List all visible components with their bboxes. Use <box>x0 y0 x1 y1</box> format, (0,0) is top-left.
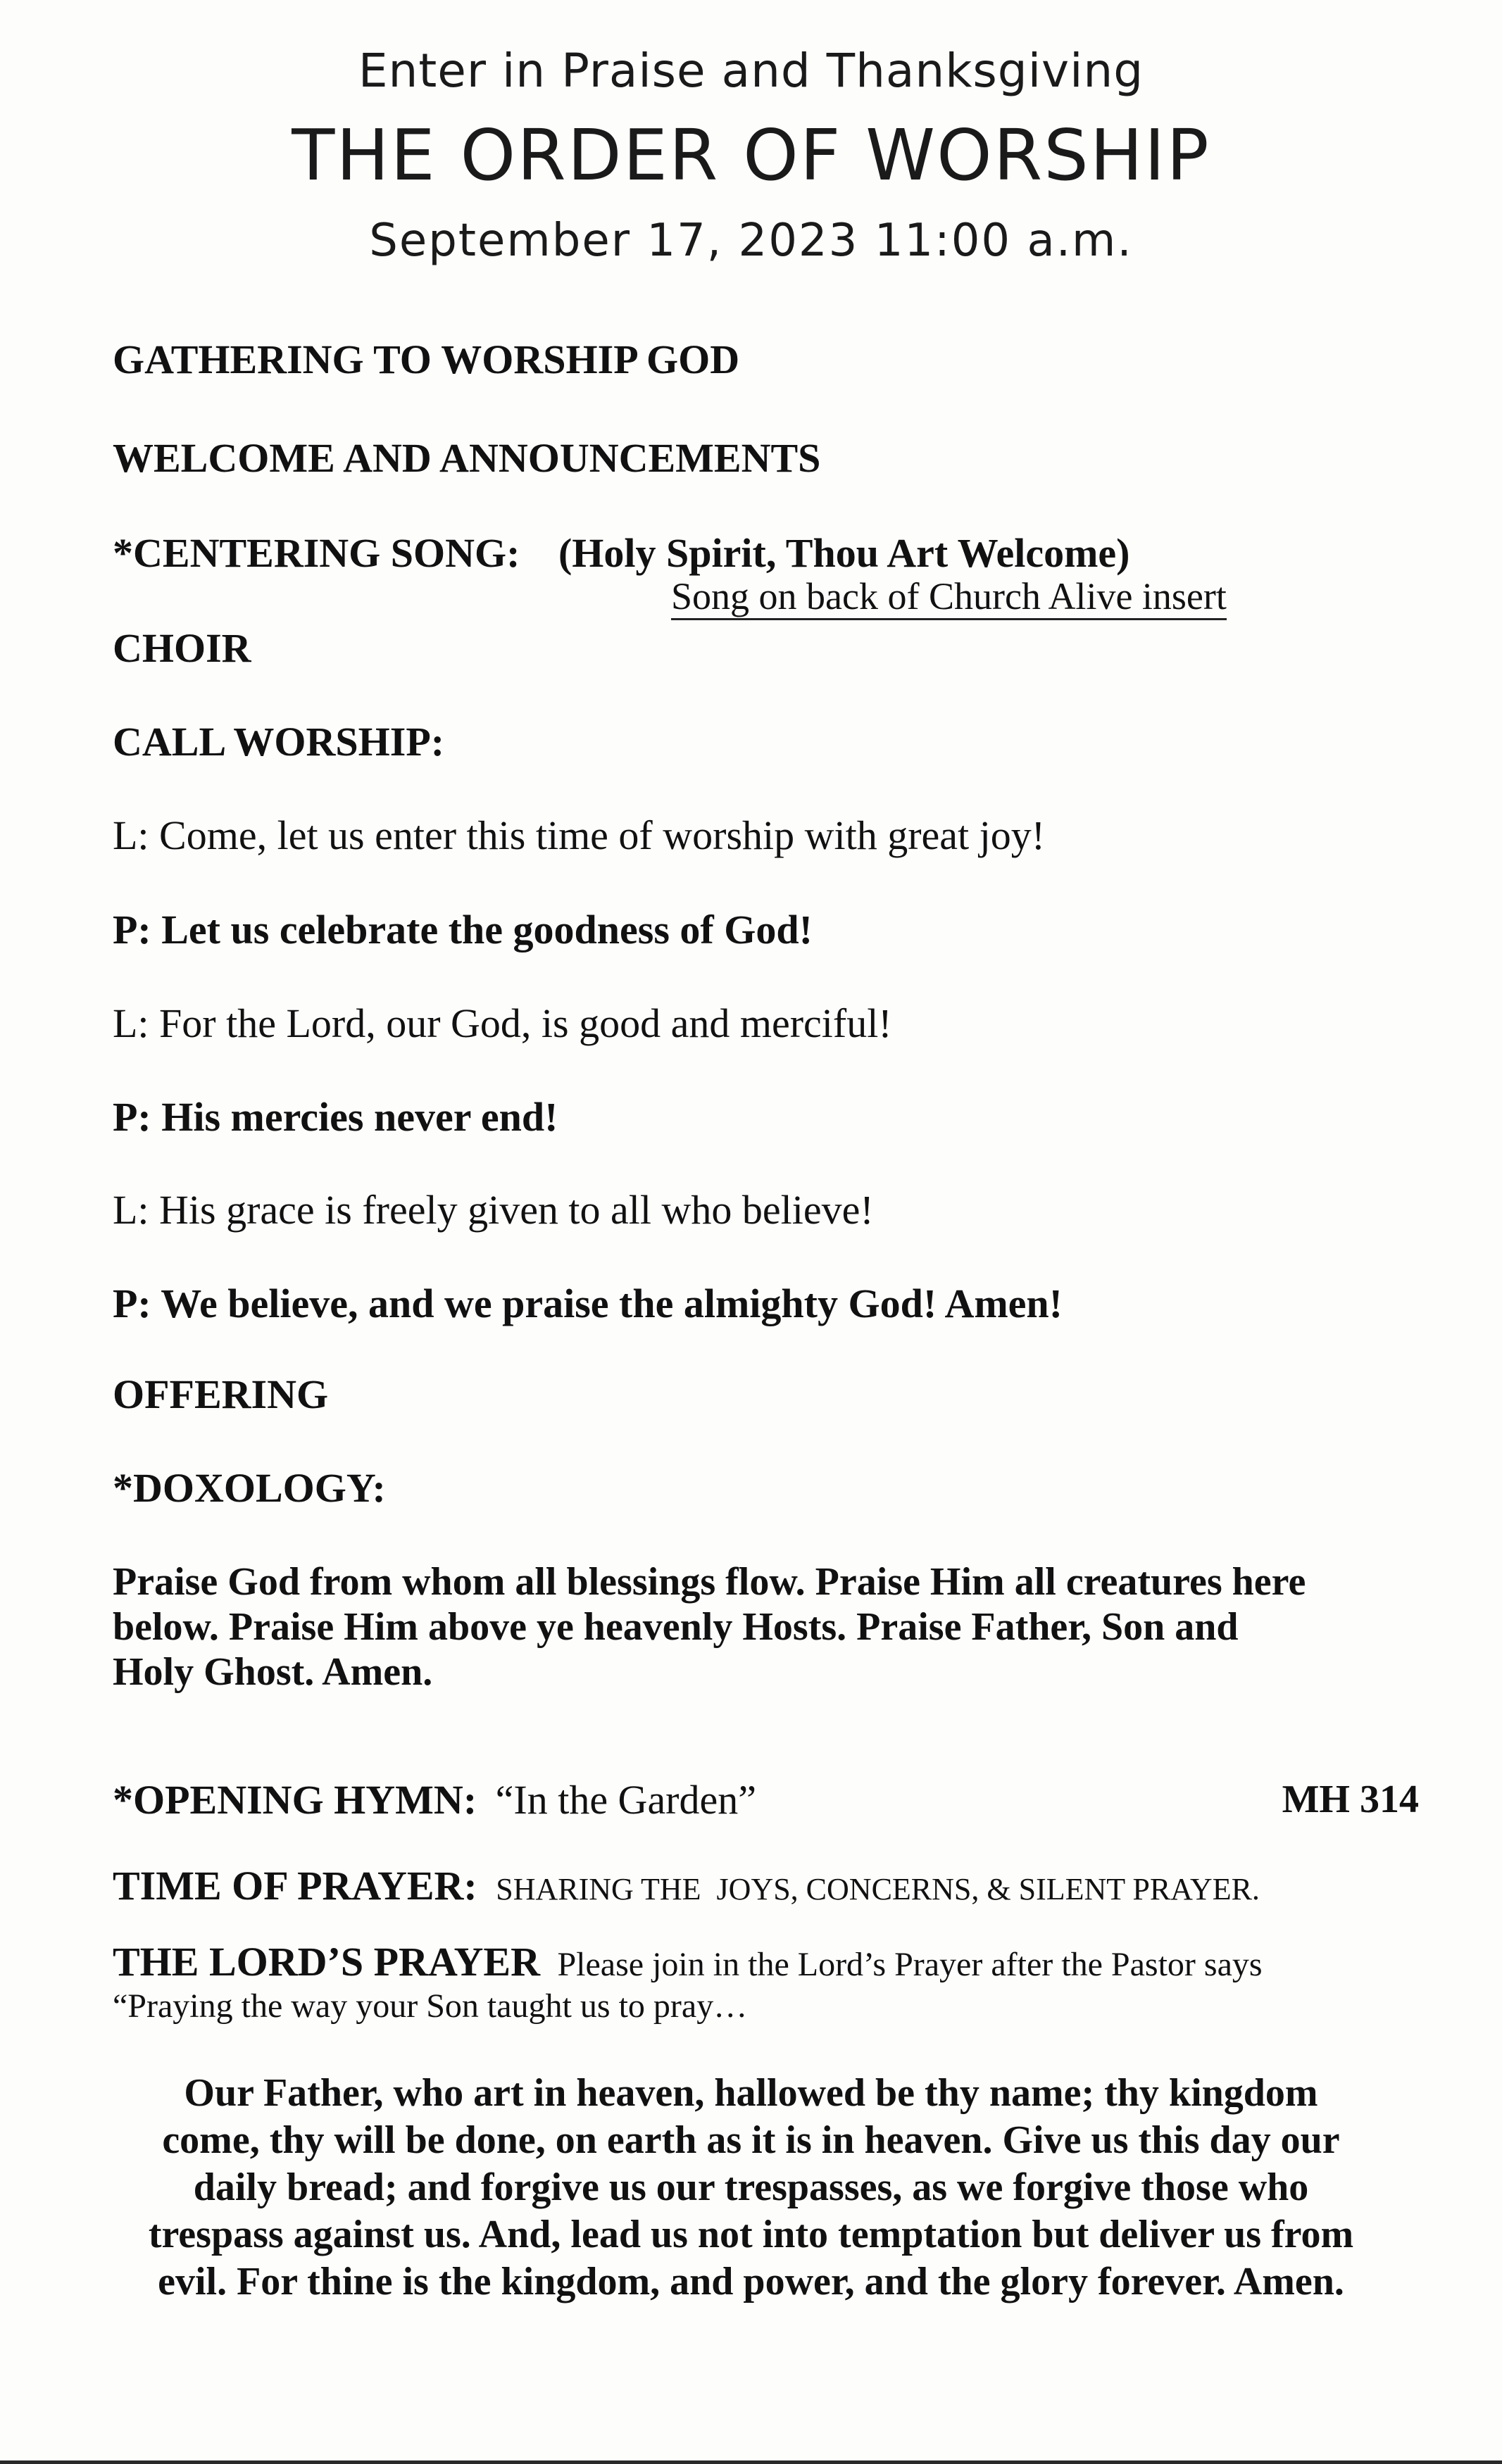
doxology-line: Praise God from whom all blessings flow. Praise Him all creatures here <box>113 1560 1306 1604</box>
lords-prayer-row <box>113 1939 1263 1985</box>
time-of-prayer-label: TIME OF PRAYER: <box>113 1863 477 1909</box>
time-of-prayer-row <box>113 1863 1260 1909</box>
call-worship-line: L: Come, let us enter this time of worship with great joy! <box>113 812 1046 858</box>
centering-song-note: Song on back of Church Alive insert <box>671 577 1227 620</box>
opening-hymn-number: MH 314 <box>1282 1778 1419 1821</box>
call-worship-line: P: His mercies never end! <box>113 1094 558 1140</box>
lords-prayer-instruction: Please join in the Lord’s Prayer after the Pastor says <box>557 1946 1263 1983</box>
section-offering: OFFERING <box>113 1371 329 1417</box>
opening-hymn-row <box>113 1777 756 1823</box>
header-tagline: Enter in Praise and Thanksgiving <box>358 44 1144 98</box>
doxology-line: Holy Ghost. Amen. <box>113 1650 433 1694</box>
section-welcome: WELCOME AND ANNOUNCEMENTS <box>113 435 821 481</box>
prayer-line: trespass against us. And, lead us not into temptation but deliver us from <box>148 2213 1354 2256</box>
doxology-line: below. Praise Him above ye heavenly Hosts. Praise Father, Son and <box>113 1605 1239 1649</box>
section-doxology: *DOXOLOGY: <box>113 1465 386 1511</box>
time-of-prayer-text: SHARING THE JOYS, CONCERNS, & SILENT PRAYER. <box>496 1872 1260 1906</box>
page-title: THE ORDER OF WORSHIP <box>292 114 1210 196</box>
prayer-line: evil. For thine is the kingdom, and power, and the glory forever. Amen. <box>158 2260 1344 2303</box>
prayer-line: Our Father, who art in heaven, hallowed be thy name; thy kingdom <box>184 2071 1318 2115</box>
opening-hymn-title: “In the Garden” <box>495 1777 756 1823</box>
prayer-line: come, thy will be done, on earth as it is in heaven. Give us this day our <box>162 2118 1340 2162</box>
centering-song-title: (Holy Spirit, Thou Art Welcome) <box>558 530 1130 576</box>
section-gathering: GATHERING TO WORSHIP GOD <box>113 337 740 382</box>
opening-hymn-label: *OPENING HYMN: <box>113 1777 477 1823</box>
centering-song-row <box>113 530 1130 576</box>
centering-song-label: *CENTERING SONG: <box>113 530 520 576</box>
lords-prayer-label: THE LORD’S PRAYER <box>113 1939 540 1985</box>
lords-prayer-instruction-cont: “Praying the way your Son taught us to pray… <box>113 1987 748 2025</box>
call-worship-line: P: Let us celebrate the goodness of God! <box>113 907 813 953</box>
page-bottom-edge <box>0 2460 1502 2464</box>
lords-prayer-text <box>0 2070 1502 2306</box>
doxology-text <box>113 1559 1306 1695</box>
call-worship-line: L: His grace is freely given to all who believe! <box>113 1187 874 1233</box>
call-worship-line: L: For the Lord, our God, is good and merciful! <box>113 1000 892 1046</box>
section-choir: CHOIR <box>113 625 251 671</box>
prayer-line: daily bread; and forgive us our trespasses, as we forgive those who <box>193 2166 1309 2209</box>
service-date-time: September 17, 2023 11:00 a.m. <box>369 215 1133 267</box>
section-call-worship: CALL WORSHIP: <box>113 719 445 765</box>
call-worship-line: P: We believe, and we praise the almighty God! Amen! <box>113 1281 1063 1326</box>
